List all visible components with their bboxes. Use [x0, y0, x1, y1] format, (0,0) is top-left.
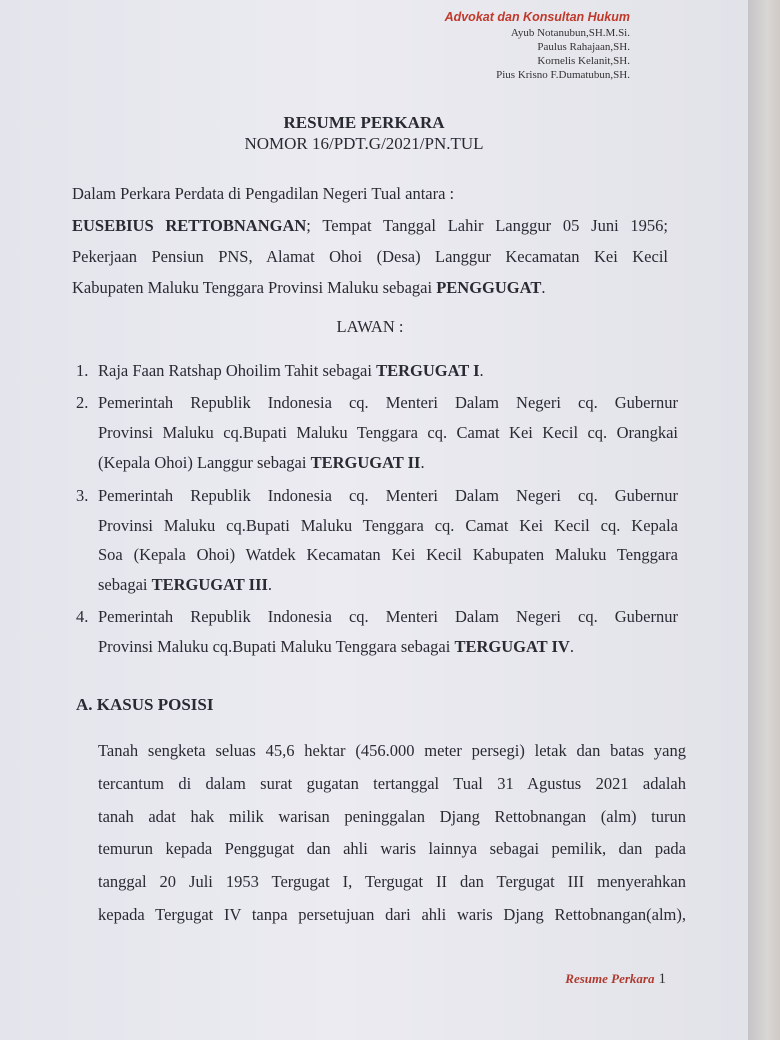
footer-label: Resume Perkara [565, 971, 655, 986]
page-number: 1 [658, 971, 666, 987]
defendant-role: TERGUGAT II [310, 453, 421, 472]
body-line: tercantum di dalam surat gugatan tertanggal Tual 31 Agustus 2021 adalah [98, 774, 686, 793]
defendant-role: TERGUGAT I [376, 361, 480, 380]
defendant-role: TERGUGAT IV [454, 637, 570, 656]
defendant-3-line: Pemerintah Republik Indonesia cq. Menteri Dalam Negeri cq. Gubernur [98, 486, 678, 505]
section-heading: A. KASUS POSISI [76, 695, 214, 714]
case-number: NOMOR 16/PDT.G/2021/PN.TUL [244, 134, 484, 153]
defendant-4-line: Provinsi Maluku cq.Bupati Maluku Tenggara sebagai TERGUGAT IV. [98, 637, 574, 656]
lawyer-name: Pius Krisno F.Dumatubun,SH. [496, 69, 630, 81]
defendant-3-line: Soa (Kepala Ohoi) Watdek Kecamatan Kei Kecil Kabupaten Maluku Tenggara [98, 545, 678, 564]
list-number: 3. [76, 486, 89, 505]
list-number: 2. [76, 393, 89, 412]
list-number: 4. [76, 607, 89, 626]
page-footer [565, 971, 666, 988]
versus-heading: LAWAN : [336, 317, 404, 336]
defendant-2-line: Provinsi Maluku cq.Bupati Maluku Tenggara cq. Camat Kei Kecil cq. Orangkai [98, 423, 678, 442]
document-title: RESUME PERKARA [283, 113, 445, 132]
lawyer-name: Ayub Notanubun,SH.M.Si. [510, 27, 630, 39]
body-line: temurun kepada Penggugat dan ahli waris lainnya sebagai pemilik, dan pada [98, 839, 686, 858]
body-line: Tanah sengketa seluas 45,6 hektar (456.000 meter persegi) letak dan batas yang [98, 741, 686, 760]
body-line: tanah adat hak milik warisan peninggalan Djang Rettobnangan (alm) turun [98, 807, 686, 826]
plaintiff-name: EUSEBIUS RETTOBNANGAN [72, 216, 307, 235]
defendant-2-line: (Kepala Ohoi) Langgur sebagai TERGUGAT II. [98, 453, 425, 472]
page-edge [748, 0, 780, 1040]
defendant-4-line: Pemerintah Republik Indonesia cq. Menteri Dalam Negeri cq. Gubernur [98, 607, 678, 626]
defendant-role: TERGUGAT III [151, 575, 268, 594]
lawyer-name: Paulus Rahajaan,SH. [537, 41, 630, 53]
defendant-1-line: Raja Faan Ratshap Ohoilim Tahit sebagai TERGUGAT I. [98, 361, 484, 380]
plaintiff-line-3: Kabupaten Maluku Tenggara Provinsi Maluku sebagai PENGGUGAT. [72, 278, 546, 297]
list-number: 1. [76, 361, 89, 380]
letterhead [445, 10, 630, 82]
firm-name: Advokat dan Konsultan Hukum [444, 10, 630, 24]
intro-text: Dalam Perkara Perdata di Pengadilan Negeri Tual antara : [72, 184, 455, 203]
plaintiff-line-2: Pekerjaan Pensiun PNS, Alamat Ohoi (Desa) Langgur Kecamatan Kei Kecil [72, 247, 668, 266]
body-line: tanggal 20 Juli 1953 Tergugat I, Tergugat II dan Tergugat III menyerahkan [98, 872, 686, 891]
defendant-2-line: Pemerintah Republik Indonesia cq. Menteri Dalam Negeri cq. Gubernur [98, 393, 678, 412]
plaintiff-line-1: EUSEBIUS RETTOBNANGAN; Tempat Tanggal Lahir Langgur 05 Juni 1956; [72, 216, 668, 235]
defendant-3-line: sebagai TERGUGAT III. [98, 575, 273, 594]
plaintiff-role: PENGGUGAT [436, 278, 542, 297]
body-line: kepada Tergugat IV tanpa persetujuan dari ahli waris Djang Rettobnangan(alm), [98, 905, 686, 924]
defendant-3-line: Provinsi Maluku cq.Bupati Maluku Tenggara cq. Camat Kei Kecil cq. Kepala [98, 516, 678, 535]
lawyer-name: Kornelis Kelanit,SH. [537, 55, 630, 67]
